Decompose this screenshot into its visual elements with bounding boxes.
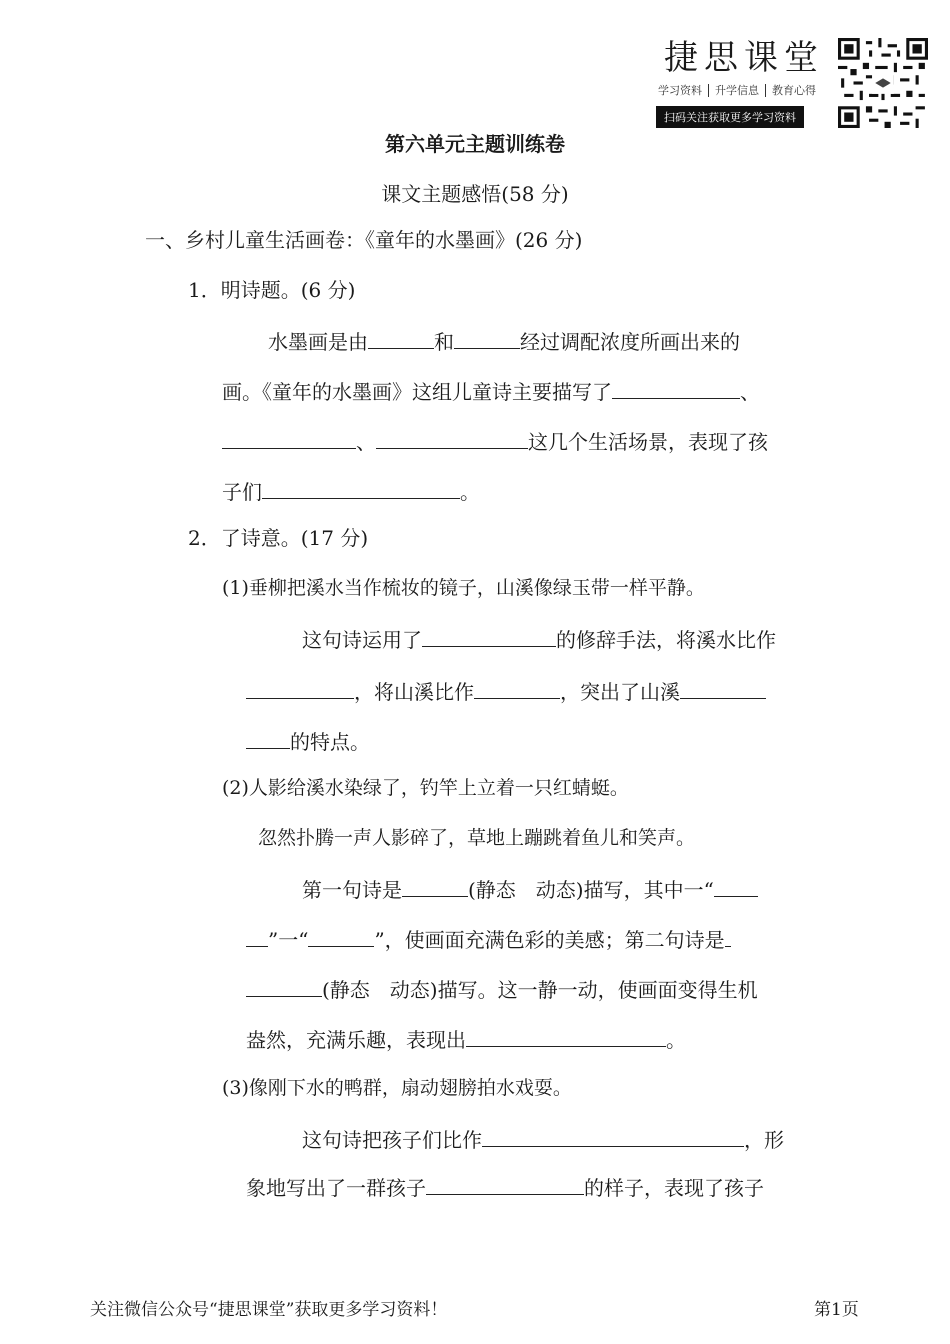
q2-2-line-4: 盎然，充满乐趣，表现出 。 xyxy=(246,1024,686,1054)
q2-3-line-1: 这句诗把孩子们比作 ，形 xyxy=(302,1124,784,1154)
poem-line: (3)像刚下水的鸭群，扇动翅膀拍水戏耍。 xyxy=(222,1077,572,1099)
q2-3-line-2: 象地写出了一群孩子 的样子，表现了孩子 xyxy=(246,1172,764,1202)
answer-blank[interactable] xyxy=(246,676,354,699)
answer-blank[interactable] xyxy=(680,676,766,699)
poem-line: (2)人影给溪水染绿了，钓竿上立着一只红蜻蜓。 xyxy=(222,777,629,799)
poem-line: 忽然扑腾一声人影碎了，草地上蹦跳着鱼儿和笑声。 xyxy=(258,827,696,849)
q2-2-line-3: (静态 动态)描写。这一静一动，使画面变得生机 xyxy=(246,974,758,1004)
brand-tag: 升学信息 xyxy=(709,84,766,97)
answer-blank[interactable] xyxy=(466,1024,666,1047)
brand-tag: 学习资料 xyxy=(652,84,709,97)
answer-blank[interactable] xyxy=(426,1172,584,1195)
answer-blank[interactable] xyxy=(612,376,740,399)
qr-code-icon xyxy=(838,38,928,128)
answer-blank[interactable] xyxy=(368,326,434,349)
page-number: 第1页 xyxy=(814,1300,859,1320)
page-title: 第六单元主题训练卷 xyxy=(385,132,565,156)
answer-blank[interactable] xyxy=(482,1124,744,1147)
q2-1-line-2: ，将山溪比作 ，突出了山溪 xyxy=(246,676,766,706)
q1-line-1: 水墨画是由 和 经过调配浓度所画出来的 xyxy=(268,326,740,356)
poem-line: (1)垂柳把溪水当作梳妆的镜子，山溪像绿玉带一样平静。 xyxy=(222,577,705,599)
footer-note: 关注微信公众号“捷思课堂”获取更多学习资料！ xyxy=(90,1300,448,1320)
answer-blank[interactable] xyxy=(246,974,322,997)
section-heading: 一、乡村儿童生活画卷：《童年的水墨画》(26 分) xyxy=(145,228,583,252)
page-subtitle: 课文主题感悟(58 分) xyxy=(381,182,569,206)
q2-2-line-1: 第一句诗是 (静态 动态)描写，其中一“ xyxy=(302,874,758,904)
brand-banner: 扫码关注获取更多学习资料 xyxy=(656,106,804,128)
answer-blank[interactable] xyxy=(308,924,374,947)
answer-blank[interactable] xyxy=(262,476,460,499)
q1-line-3: 、 这几个生活场景，表现了孩 xyxy=(222,426,768,456)
answer-blank[interactable] xyxy=(376,426,528,449)
answer-blank[interactable] xyxy=(246,924,268,947)
q1-line-2: 画。《童年的水墨画》这组儿童诗主要描写了 、 xyxy=(222,376,760,406)
question-1-heading: 1．明诗题。(6 分) xyxy=(188,278,356,302)
answer-blank[interactable] xyxy=(422,624,556,647)
q2-2-line-2: ”一“ ”，使画面充满色彩的美感；第二句诗是 xyxy=(246,924,731,954)
q1-line-4: 子们 。 xyxy=(222,476,480,506)
question-2-heading: 2．了诗意。(17 分) xyxy=(188,526,369,550)
brand-tags xyxy=(652,82,822,98)
answer-blank[interactable] xyxy=(714,874,758,897)
answer-blank[interactable] xyxy=(454,326,520,349)
brand-tag: 教育心得 xyxy=(772,84,816,97)
q2-1-line-3: 的特点。 xyxy=(246,726,370,756)
answer-blank[interactable] xyxy=(725,924,731,947)
q2-1-line-1: 这句诗运用了 的修辞手法，将溪水比作 xyxy=(302,624,776,654)
answer-blank[interactable] xyxy=(246,726,290,749)
answer-blank[interactable] xyxy=(402,874,468,897)
answer-blank[interactable] xyxy=(222,426,356,449)
brand-title: 捷思课堂 xyxy=(664,38,824,78)
answer-blank[interactable] xyxy=(474,676,560,699)
